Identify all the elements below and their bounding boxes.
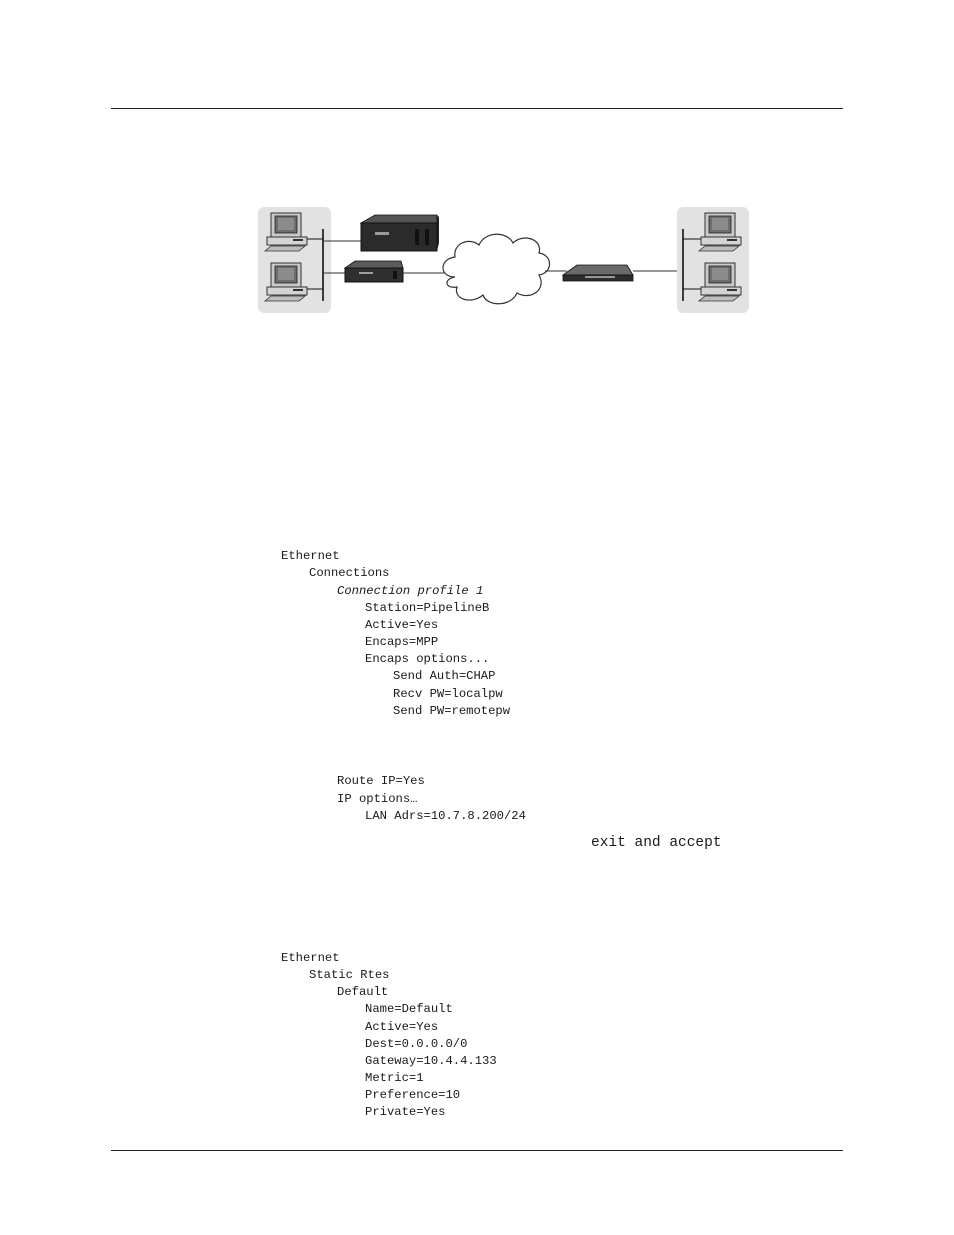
param-encaps: Encaps=MPP [365, 635, 439, 649]
menu-ip-options: IP options… [337, 792, 418, 806]
computer-icon [699, 263, 741, 301]
exit-and-accept-note: exit and accept [591, 835, 722, 851]
remote-router-icon [563, 265, 633, 281]
param-private: Private=Yes [365, 1105, 446, 1119]
param-preference: Preference=10 [365, 1088, 461, 1102]
menu-ethernet: Ethernet [281, 951, 340, 965]
network-diagram [255, 203, 755, 319]
param-metric: Metric=1 [365, 1071, 424, 1085]
param-active: Active=Yes [365, 618, 439, 632]
param-dest: Dest=0.0.0.0/0 [365, 1037, 468, 1051]
menu-connections: Connections [309, 566, 390, 580]
param-send-auth: Send Auth=CHAP [393, 669, 496, 683]
menu-default-route: Default [337, 985, 389, 999]
footer-rule [111, 1150, 843, 1151]
computer-icon [699, 213, 741, 251]
menu-static-rtes: Static Rtes [309, 968, 390, 982]
computer-icon [265, 213, 307, 251]
menu-ethernet: Ethernet [281, 549, 340, 563]
menu-encaps-options: Encaps options... [365, 652, 490, 666]
param-station: Station=PipelineB [365, 601, 490, 615]
menu-connection-profile: Connection profile 1 [337, 584, 484, 598]
router-icon [345, 261, 403, 282]
computer-icon [265, 263, 307, 301]
param-lan-adrs: LAN Adrs=10.7.8.200/24 [365, 809, 526, 823]
param-send-pw: Send PW=remotepw [393, 704, 511, 718]
param-active: Active=Yes [365, 1020, 439, 1034]
param-gateway: Gateway=10.4.4.133 [365, 1054, 497, 1068]
param-route-ip: Route IP=Yes [337, 774, 425, 788]
param-name: Name=Default [365, 1002, 453, 1016]
wan-cloud-icon [443, 234, 550, 304]
param-recv-pw: Recv PW=localpw [393, 687, 503, 701]
server-icon [361, 215, 439, 251]
header-rule [111, 108, 843, 109]
